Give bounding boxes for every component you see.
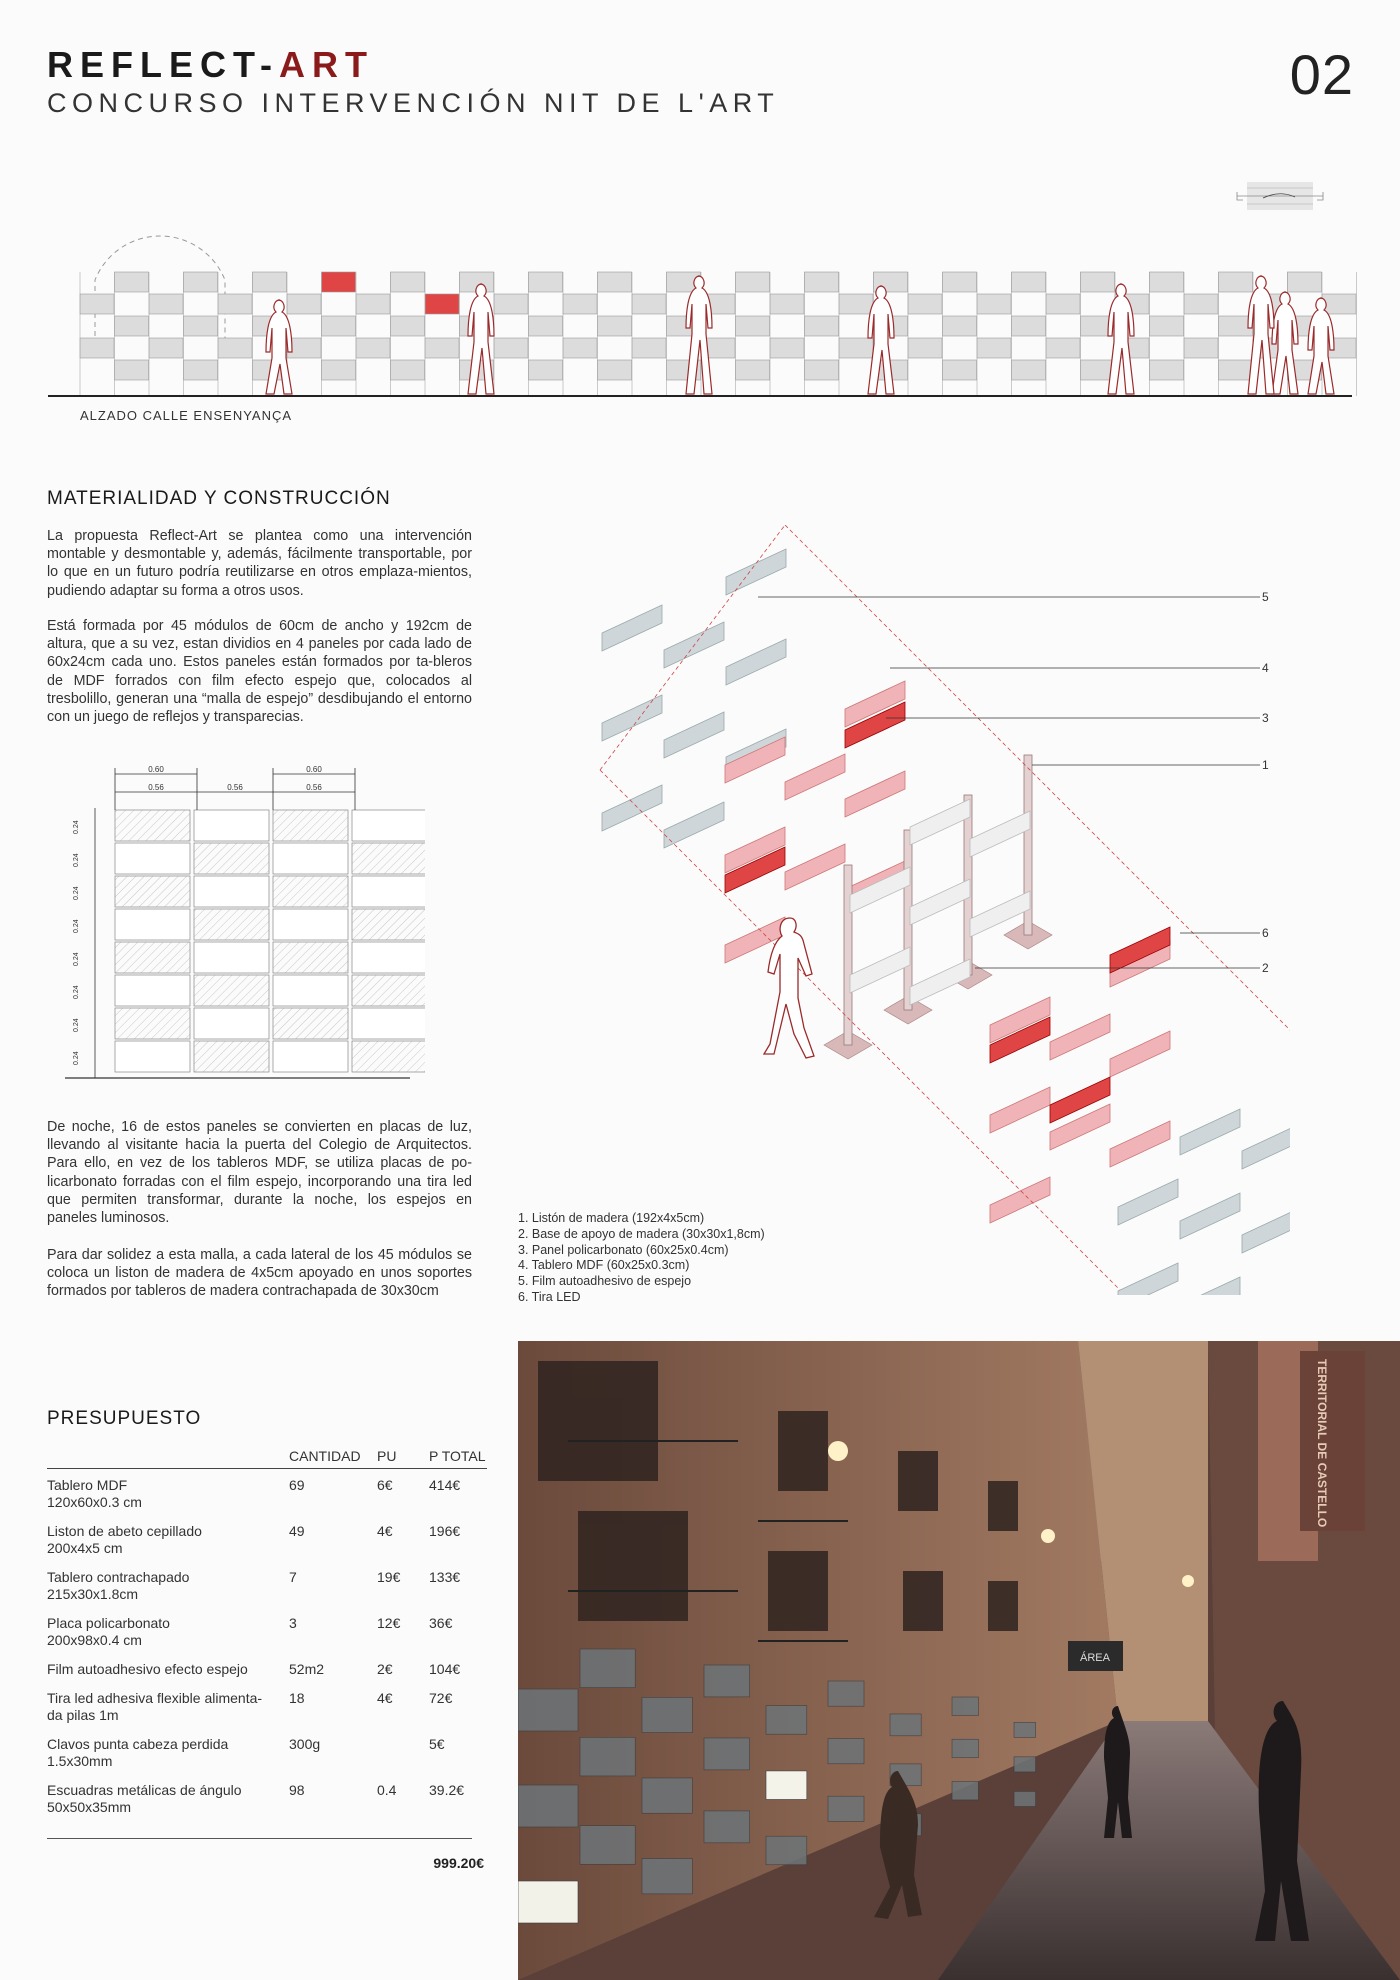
- detail-panel: [115, 942, 190, 973]
- elevation-panel: [218, 338, 252, 358]
- elevation-panel: [977, 294, 1011, 314]
- elevation-panel: [529, 272, 563, 292]
- budget-total-rule: [47, 1838, 472, 1839]
- photo-mirror-panel: [518, 1785, 578, 1827]
- budget-qty: 52m2: [289, 1661, 325, 1677]
- elevation-panel: [839, 294, 873, 314]
- elevation-panel: [736, 316, 770, 336]
- legend-item-4: 4. Tablero MDF (60x25x0.3cm): [518, 1258, 690, 1273]
- materials-heading: MATERIALIDAD Y CONSTRUCCIÓN: [47, 488, 391, 509]
- materials-paragraph-1: La propuesta Reflect-Art se plantea como una intervención montable y desmontable y, además, fácilmente transportable, por lo que en un futuro podría reutilizarse en otros emplaza-mientos, pudiendo adaptar su forma a otros usos.: [47, 528, 472, 599]
- page-title: [47, 44, 374, 86]
- axo-panel: [726, 549, 786, 595]
- elevation-panel: [805, 360, 839, 380]
- budget-item: [47, 1607, 289, 1653]
- photo-mirror-panel: [642, 1778, 692, 1813]
- elevation-panel: [1184, 338, 1218, 358]
- elevation-panel: [632, 338, 666, 358]
- axo-panel: [726, 639, 786, 685]
- dim-top-b: 0.56: [148, 783, 164, 792]
- elevation-panel: [1081, 272, 1115, 292]
- axo-panel: [1180, 1277, 1240, 1295]
- elevation-panel: [770, 294, 804, 314]
- budget-item-name: Clavos punta cabeza perdida: [47, 1736, 229, 1752]
- dim-row-label: 0.24: [73, 985, 80, 999]
- detail-panel: [194, 810, 269, 841]
- elevation-panel: [391, 360, 425, 380]
- elevation-panel: [115, 272, 149, 292]
- detail-panel: [194, 909, 269, 940]
- elevation-panel: [494, 294, 528, 314]
- dim-row-label: 0.24: [73, 820, 80, 834]
- budget-qty: 3: [289, 1615, 297, 1631]
- budget-item: [47, 1653, 289, 1682]
- detail-panel: [194, 942, 269, 973]
- elevation-panel: [908, 338, 942, 358]
- axo-label-6: 6: [1262, 926, 1269, 940]
- elevation-panel: [356, 338, 390, 358]
- axo-panel: [1180, 1109, 1240, 1155]
- elevation-panel: [598, 272, 632, 292]
- photo-mirror-panel: [952, 1697, 978, 1715]
- budget-row: [47, 1774, 487, 1820]
- photo-mirror-panel: [766, 1706, 807, 1735]
- materials-paragraph-2: Está formada por 45 módulos de 60cm de ancho y 192cm de altura, que a su vez, estan dividios en 4 paneles por cada lado de 60x24cm cada uno. Estos paneles están formados por ta-bleros de MDF forrados con film efecto espejo que, colocados al tresbolillo, generan una “malla de espejo” desdibujando el entorno con un juego de reflejos y transparecias.: [47, 618, 472, 726]
- budget-row: [47, 1561, 487, 1607]
- photo-mirror-panel: [704, 1665, 750, 1697]
- elevation-panel: [115, 360, 149, 380]
- detail-panel: [273, 909, 348, 940]
- budget-item: [47, 1728, 289, 1774]
- budget-col-pu: PU: [377, 1448, 429, 1469]
- dim-top-a: 0.60: [148, 765, 164, 774]
- photo-mirror-panel: [642, 1859, 692, 1894]
- budget-unit-price: 12€: [377, 1615, 401, 1631]
- detail-panel: [194, 843, 269, 874]
- elevation-panel: [322, 316, 356, 336]
- budget-row-total: 5€: [429, 1736, 445, 1752]
- title-part-2: ART: [279, 44, 374, 85]
- axo-panel: [785, 844, 845, 890]
- page-number: 02: [1289, 43, 1354, 106]
- budget-item: [47, 1469, 289, 1516]
- elevation-panel: [184, 316, 218, 336]
- legend-item-6: 6. Tira LED: [518, 1289, 581, 1304]
- axo-panel: [664, 712, 724, 758]
- axo-panel: [850, 947, 910, 993]
- elevation-panel: [184, 360, 218, 380]
- detail-panel: [273, 876, 348, 907]
- elevation-caption: ALZADO CALLE ENSENYANÇA: [80, 408, 293, 423]
- detail-panel: [194, 1008, 269, 1039]
- detail-panel: [194, 975, 269, 1006]
- axo-panel: [1110, 1031, 1170, 1077]
- axo-panel: [602, 695, 662, 741]
- photo-mirror-panel: [580, 1737, 635, 1776]
- elevation-panel: [1219, 316, 1253, 336]
- detail-panel: [194, 876, 269, 907]
- budget-row-total: 414€: [429, 1477, 461, 1493]
- budget-qty: 98: [289, 1782, 305, 1798]
- budget-col-item: [47, 1448, 289, 1469]
- elevation-panel: [322, 360, 356, 380]
- photo-mirror-panel: [828, 1796, 864, 1821]
- detail-panel: [115, 810, 190, 841]
- elevation-panel: [149, 338, 183, 358]
- axo-label-4: 4: [1262, 661, 1269, 675]
- budget-item-name: Tablero MDF: [47, 1477, 128, 1493]
- elevation-panel: [425, 294, 459, 314]
- elevation-panel: [218, 294, 252, 314]
- legend-item-2: 2. Base de apoyo de madera (30x30x1,8cm): [518, 1226, 765, 1241]
- elevation-panel: [943, 360, 977, 380]
- axo-legend: [518, 1211, 765, 1306]
- title-part-1: REFLECT-: [47, 44, 279, 85]
- photo-mirror-panel: [1014, 1757, 1036, 1772]
- budget-item: [47, 1515, 289, 1561]
- budget-item-name: Escuadras metálicas de ángulo: [47, 1782, 242, 1798]
- budget-item-name: Liston de abeto cepillado: [47, 1523, 202, 1539]
- budget-unit-price: [377, 1728, 429, 1774]
- detail-panel: [352, 843, 425, 874]
- dim-gap: 0.56: [227, 783, 243, 792]
- elevation-panel: [1288, 272, 1322, 292]
- axo-panel: [910, 799, 970, 845]
- dim-row-label: 0.24: [73, 1051, 80, 1065]
- detail-panel: [115, 876, 190, 907]
- budget-item-spec: 215x30x1.8cm: [47, 1586, 139, 1602]
- elevation-panel: [943, 316, 977, 336]
- elevation-panel: [529, 360, 563, 380]
- photo-mirror-panel: [518, 1881, 578, 1923]
- dim-row-label: 0.24: [73, 853, 80, 867]
- budget-row-total: 39.2€: [429, 1782, 465, 1798]
- budget-row-total: 36€: [429, 1615, 453, 1631]
- axo-panel: [1110, 1121, 1170, 1167]
- elevation-panel: [494, 338, 528, 358]
- elevation-panel: [1219, 272, 1253, 292]
- budget-col-qty: CANTIDAD: [289, 1448, 377, 1469]
- axo-label-3: 3: [1262, 711, 1269, 725]
- elevation-panel: [1046, 338, 1080, 358]
- detail-panel: [115, 975, 190, 1006]
- budget-table: [47, 1448, 487, 1820]
- budget-item-spec: da pilas 1m: [47, 1707, 119, 1723]
- detail-panel: [352, 810, 425, 841]
- budget-unit-price: 0.4: [377, 1782, 397, 1798]
- elevation-panel: [253, 272, 287, 292]
- detail-panel: [352, 1008, 425, 1039]
- budget-row: [47, 1607, 487, 1653]
- materials-paragraph-4: Para dar solidez a esta malla, a cada lateral de los 45 módulos se coloca un liston de madera de 4x5cm apoyado en unos soportes formados por tableros de madera contrachapada de 30x30cm: [47, 1247, 472, 1300]
- axo-label-5: 5: [1262, 590, 1269, 604]
- budget-row-total: 72€: [429, 1690, 453, 1706]
- budget-item-spec: 1.5x30mm: [47, 1753, 113, 1769]
- axo-panel: [970, 811, 1030, 857]
- detail-panel: [273, 1008, 348, 1039]
- axo-label-1: 1: [1262, 758, 1269, 772]
- elevation-panel: [391, 316, 425, 336]
- elevation-panel: [322, 272, 356, 292]
- elevation-panel: [1219, 360, 1253, 380]
- budget-item-spec: 200x98x0.4 cm: [47, 1632, 142, 1648]
- axo-panel: [1242, 1123, 1290, 1169]
- key-plan-icon: [1235, 180, 1325, 214]
- elevation-panel: [1012, 360, 1046, 380]
- elevation-panel: [770, 338, 804, 358]
- budget-unit-price: 6€: [377, 1477, 393, 1493]
- detail-panel: [352, 876, 425, 907]
- photo-mirror-panel: [704, 1811, 750, 1843]
- photo-mirror-panel: [580, 1826, 635, 1865]
- budget-item: [47, 1561, 289, 1607]
- photo-mirror-panel: [1014, 1722, 1036, 1737]
- elevation-panel: [356, 294, 390, 314]
- photo-mirror-panel: [766, 1836, 807, 1865]
- dim-top-c: 0.60: [306, 765, 322, 774]
- elevation-panel: [977, 338, 1011, 358]
- elevation-panel: [805, 316, 839, 336]
- budget-row: [47, 1469, 487, 1516]
- detail-panel: [273, 810, 348, 841]
- photo-mirror-panel: [952, 1739, 978, 1757]
- elevation-panel: [1046, 294, 1080, 314]
- page-subtitle: CONCURSO INTERVENCIÓN NIT DE L'ART: [47, 88, 780, 118]
- elevation-panel: [598, 316, 632, 336]
- panel-detail-drawing: [65, 760, 425, 1085]
- elevation-panel: [598, 360, 632, 380]
- budget-item-name: Tira led adhesiva flexible alimenta-: [47, 1690, 263, 1706]
- photo-mirror-panel: [828, 1739, 864, 1764]
- budget-unit-price: 2€: [377, 1661, 393, 1677]
- budget-qty: 69: [289, 1477, 305, 1493]
- budget-unit-price: 4€: [377, 1523, 393, 1539]
- detail-panel: [115, 1008, 190, 1039]
- dim-row-label: 0.24: [73, 1018, 80, 1032]
- elevation-panel: [149, 294, 183, 314]
- photo-mirror-panel: [642, 1697, 692, 1732]
- elevation-panel: [1012, 272, 1046, 292]
- detail-panel: [352, 909, 425, 940]
- budget-item-spec: 50x50x35mm: [47, 1799, 132, 1815]
- budget-item-name: Placa policarbonato: [47, 1615, 170, 1631]
- detail-panel: [352, 1041, 425, 1072]
- budget-item-spec: 200x4x5 cm: [47, 1540, 123, 1556]
- axo-panel: [785, 754, 845, 800]
- detail-panel: [273, 1041, 348, 1072]
- photo-mirror-panel: [704, 1738, 750, 1770]
- detail-panel: [194, 1041, 269, 1072]
- photo-mirror-panel: [518, 1689, 578, 1731]
- dim-row-label: 0.24: [73, 919, 80, 933]
- dim-row-label: 0.24: [73, 952, 80, 966]
- elevation-panel: [1150, 272, 1184, 292]
- axo-panel: [910, 879, 970, 925]
- elevation-panel: [805, 272, 839, 292]
- axo-panel: [1118, 1179, 1178, 1225]
- axo-panel: [990, 1177, 1050, 1223]
- photo-mirror-panel: [828, 1681, 864, 1706]
- axo-panel: [1050, 1014, 1110, 1060]
- elevation-panel: [1150, 360, 1184, 380]
- axo-panel: [1118, 1263, 1178, 1295]
- detail-panel: [115, 1041, 190, 1072]
- elevation-panel: [908, 294, 942, 314]
- elevation-panel: [632, 294, 666, 314]
- budget-qty: 49: [289, 1523, 305, 1539]
- legend-item-5: 5. Film autoadhesivo de espejo: [518, 1274, 692, 1289]
- budget-row: [47, 1728, 487, 1774]
- axonometric-exploded-drawing: [590, 525, 1290, 1295]
- night-street-render: [518, 1341, 1400, 1980]
- axo-panel: [664, 802, 724, 848]
- axo-panel: [602, 605, 662, 651]
- photo-mirror-panel: [766, 1771, 807, 1800]
- legend-item-1: 1. Listón de madera (192x4x5cm): [518, 1211, 705, 1225]
- elevation-panel: [391, 272, 425, 292]
- budget-item: [47, 1682, 289, 1728]
- budget-unit-price: 4€: [377, 1690, 393, 1706]
- legend-item-3: 3. Panel policarbonato (60x25x0.4cm): [518, 1242, 729, 1257]
- elevation-panel: [839, 338, 873, 358]
- budget-row: [47, 1682, 487, 1728]
- budget-row-total: 133€: [429, 1569, 461, 1585]
- budget-qty: 18: [289, 1690, 305, 1706]
- budget-item-spec: 120x60x0.3 cm: [47, 1494, 142, 1510]
- elevation-panel: [115, 316, 149, 336]
- elevation-panel: [1012, 316, 1046, 336]
- detail-panel: [273, 843, 348, 874]
- axo-panel: [1180, 1193, 1240, 1239]
- budget-item-name: Film autoadhesivo efecto espejo: [47, 1661, 248, 1677]
- elevation-panel: [736, 360, 770, 380]
- budget-qty: 7: [289, 1569, 297, 1585]
- elevation-panel: [1184, 294, 1218, 314]
- photo-sign-area: ÁREA: [1080, 1652, 1110, 1664]
- budget-row: [47, 1515, 487, 1561]
- detail-panel: [273, 942, 348, 973]
- detail-panel: [352, 975, 425, 1006]
- elevation-panel: [1150, 316, 1184, 336]
- budget-row-total: 196€: [429, 1523, 461, 1539]
- axo-label-2: 2: [1262, 961, 1269, 975]
- detail-panel: [352, 942, 425, 973]
- budget-unit-price: 19€: [377, 1569, 401, 1585]
- materials-paragraph-3: De noche, 16 de estos paneles se convierten en placas de luz, llevando al visitante hacia la puerta del Colegio de Arquitectos. Para ello, en vez de los tableros MDF, se utiliza placas de po-licarbonato forradas con el film espejo, incorporando una tira led que permiten transformar, durante la noche, los espejos en paneles luminosos.: [47, 1119, 472, 1227]
- detail-panel: [115, 843, 190, 874]
- photo-mirror-panel: [1014, 1791, 1036, 1806]
- elevation-panel: [184, 272, 218, 292]
- budget-row: [47, 1653, 487, 1682]
- elevation-panel: [80, 294, 114, 314]
- elevation-panel: [80, 338, 114, 358]
- axo-panel: [845, 771, 905, 817]
- photo-sign-territorial: TERRITORIAL DE CASTELLO: [1315, 1359, 1329, 1528]
- street-elevation-drawing: [40, 220, 1360, 405]
- budget-grand-total: 999.20€: [433, 1855, 484, 1871]
- dim-top-d: 0.56: [306, 783, 322, 792]
- budget-qty: 300g: [289, 1736, 321, 1752]
- budget-heading: PRESUPUESTO: [47, 1408, 202, 1429]
- budget-item-name: Tablero contrachapado: [47, 1569, 190, 1585]
- elevation-panel: [425, 338, 459, 358]
- elevation-panel: [943, 272, 977, 292]
- budget-item: [47, 1774, 289, 1820]
- photo-mirror-panel: [890, 1714, 921, 1736]
- photo-mirror-panel: [580, 1649, 635, 1688]
- elevation-panel: [563, 338, 597, 358]
- axo-panel: [990, 1087, 1050, 1133]
- elevation-panel: [736, 272, 770, 292]
- dim-row-label: 0.24: [73, 886, 80, 900]
- photo-mirror-panel: [952, 1781, 978, 1799]
- axo-panel: [1242, 1291, 1290, 1295]
- elevation-panel: [287, 294, 321, 314]
- detail-panel: [115, 909, 190, 940]
- elevation-panel: [563, 294, 597, 314]
- budget-row-total: 104€: [429, 1661, 461, 1677]
- budget-col-total: P TOTAL: [429, 1448, 487, 1469]
- axo-panel: [602, 785, 662, 831]
- elevation-panel: [1322, 294, 1356, 314]
- budget-header-row: [47, 1448, 487, 1469]
- detail-panel: [273, 975, 348, 1006]
- axo-panel: [1242, 1207, 1290, 1253]
- elevation-panel: [529, 316, 563, 336]
